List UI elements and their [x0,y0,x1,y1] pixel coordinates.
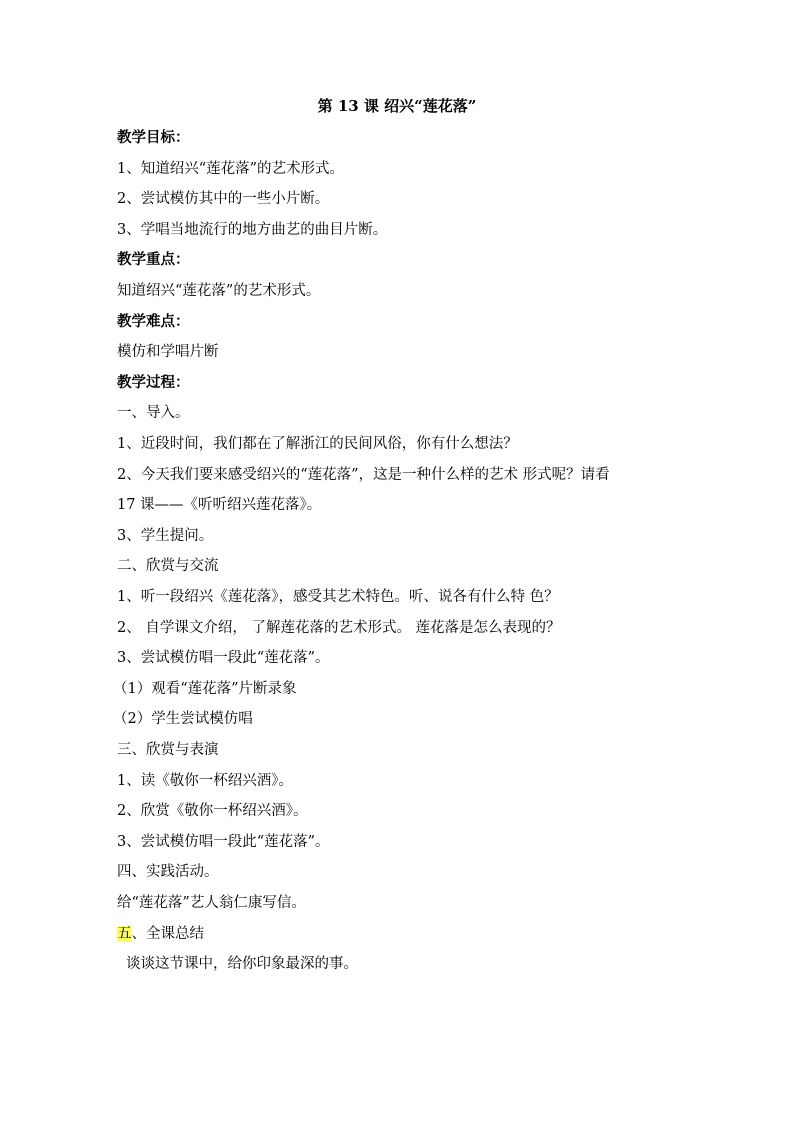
body-line [117,464,610,486]
line-text: 2、欣赏《敬你一杯绍兴酒》。 [117,803,308,820]
line-text: 、全课总结 [131,925,204,942]
section-heading [117,249,190,271]
line-text: 一、导入。 [117,405,190,422]
line-text: 2、今天我们要来感受绍兴的“莲花落”，这是一种什么样的艺术 形式呢？请看 [117,466,610,483]
line-text: 模仿和学唱片断 [117,344,219,361]
body-line [117,341,219,363]
section-heading [117,311,190,333]
line-text: 二、欣赏与交流 [117,558,219,575]
body-line [113,708,253,730]
line-text: 2、 自学课文介绍， 了解莲花落的艺术形式。 莲花落是怎么表现的？ [117,619,561,636]
line-text: 1、读《敬你一杯绍兴酒》。 [117,772,293,789]
line-text: 四、实践活动。 [117,864,219,881]
body-line [117,923,204,945]
body-line [117,555,219,577]
section-heading [117,127,190,149]
highlighted-text: 五 [117,925,132,942]
body-line [113,678,297,700]
body-line [117,586,559,608]
line-text: 谈谈这节课中，给你印象最深的事。 [126,956,358,973]
line-text: 3、尝试模仿唱一段此“莲花落”。 [117,833,330,850]
line-text: 17 课——《听听绍兴莲花落》。 [117,497,322,514]
body-line [117,647,330,669]
body-line [126,953,358,975]
body-line [117,770,293,792]
line-text: 给“莲花落”艺人翁仁康写信。 [117,895,306,911]
line-text: 1、近段时间，我们都在了解浙江的民间风俗，你有什么想法？ [117,436,518,452]
line-text: 知道绍兴“莲花落”的艺术形式。 [117,283,321,299]
line-text: 3、学唱当地流行的地方曲艺的曲目片断。 [117,221,388,238]
body-line [117,188,329,210]
line-text: 教学目标： [117,129,190,146]
line-text: 3、尝试模仿唱一段此“莲花落”。 [117,650,330,667]
line-text: （1）观看“莲花落”片断录象 [113,680,297,697]
line-text: （2）学生尝试模仿唱 [113,711,253,728]
body-line [117,617,561,639]
body-line [117,892,306,914]
body-line [117,800,307,822]
body-line [117,831,330,853]
body-line [117,158,344,180]
lesson-title: 第 13 课 绍兴“莲花落” [317,97,477,115]
line-text: 教学过程： [117,373,190,391]
line-text: 三、欣赏与表演 [117,742,219,758]
line-text: 3、学生提问。 [117,527,214,544]
body-line [117,525,213,547]
line-text: 1、知道绍兴“莲花落”的艺术形式。 [117,160,345,177]
line-text: 2、尝试模仿其中的一些小片断。 [117,191,330,208]
body-line [117,433,518,455]
line-text: 教学难点： [117,312,190,330]
line-text: 1、听一段绍兴《莲花落》，感受其艺术特色。听、说各有什么特 色？ [117,589,559,605]
body-line [117,861,219,883]
body-line [117,280,320,302]
body-line [117,739,219,761]
body-line [117,494,321,516]
body-line [117,402,190,424]
body-line [117,219,387,241]
section-heading [117,372,190,394]
line-text: 教学重点： [117,251,190,269]
